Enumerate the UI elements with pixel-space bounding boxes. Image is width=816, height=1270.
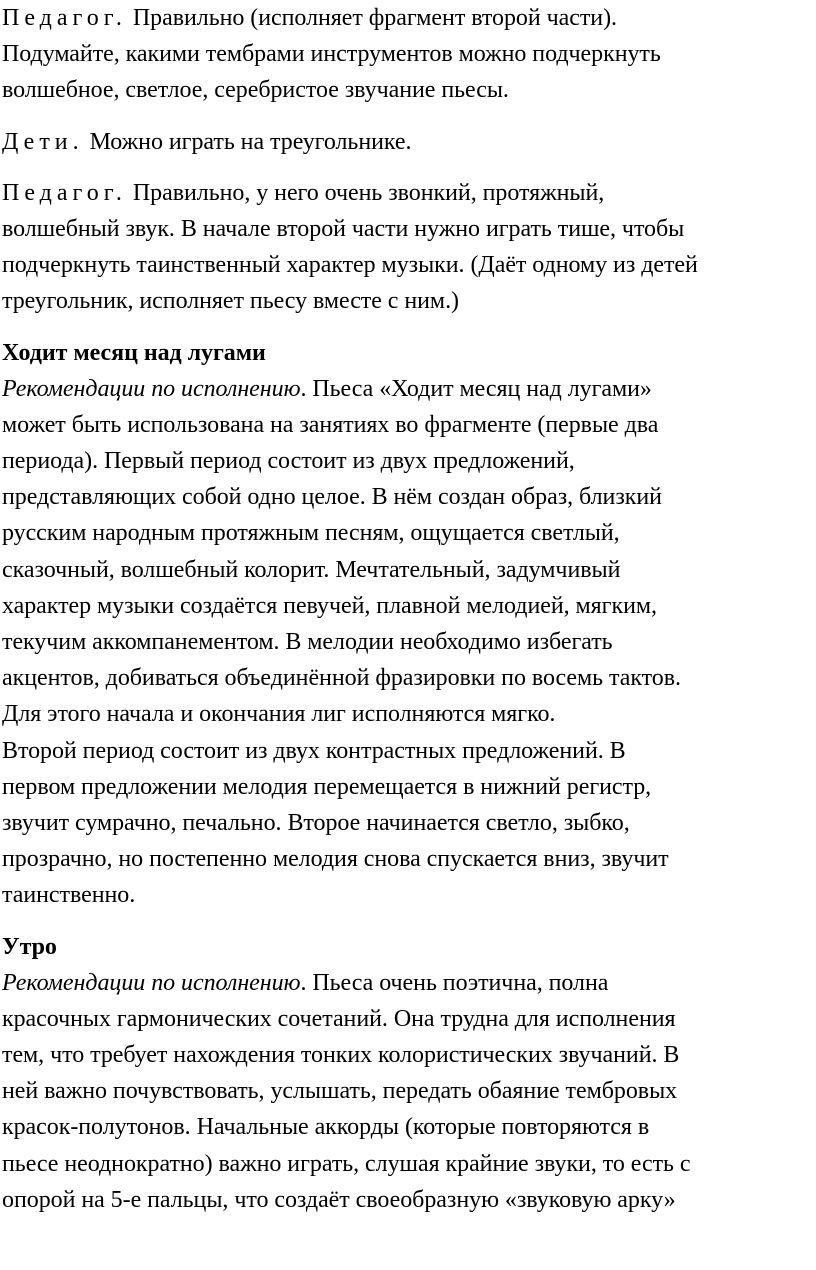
text-line: русским народным протяжным песням, ощущается светлый, [2,520,620,547]
text-line: Правильно (исполняет фрагмент второй части). [126,5,617,31]
recommendations-label: Рекомендации по исполнению [2,969,301,996]
text-line: сказочный, волшебный колорит. Мечтательный, задумчивый [2,556,621,583]
text-line: периода). Первый период состоит из двух предложений, [2,448,575,475]
speaker-teacher: Педагог. [2,5,127,31]
text-line: опорой на 5-е пальцы, что создаёт своеобразную «звуковую арку» [2,1186,676,1213]
document-page [2,0,814,1218]
section-heading: Утро [2,933,57,960]
text-line: Для этого начала и окончания лиг исполняются мягко. [2,701,556,728]
text-line: Подумайте, какими тембрами инструментов можно подчеркнуть [2,41,661,68]
text-line: красочных гармонических сочетаний. Она трудна для исполнения [2,1005,676,1032]
text-line: ней важно почувствовать, услышать, передать обаяние тембровых [2,1078,678,1105]
paragraph-children [2,124,814,160]
paragraph-teacher-2 [2,175,814,320]
text-line: звучит сумрачно, печально. Второе начинается светло, зыбко, [2,809,630,836]
text-line: Правильно, у него очень звонкий, протяжный, [126,179,605,206]
speaker-children: Дети. [2,128,84,155]
text-line: представляющих собой одно целое. В нём создан образ, близкий [2,484,662,511]
text-line: акцентов, добиваться объединённой фразировки по восемь тактов. [2,665,681,692]
section-morning [2,929,814,1219]
text-line: первом предложении мелодия перемещается в нижний регистр, [2,773,652,800]
text-line: пьесе неоднократно) важно играть, слушая крайние звуки, то есть с [2,1150,691,1177]
text-line: прозрачно, но постепенно мелодия снова спускается вниз, звучит [2,846,669,873]
section-heading: Ходит месяц над лугами [2,339,266,366]
text-line: волшебное, светлое, серебристое звучание пьесы. [2,77,509,104]
text-line: текучим аккомпанементом. В мелодии необходимо избегать [2,629,613,655]
text-line: волшебный звук. В начале второй части нужно играть тише, чтобы [2,215,685,242]
text-line: тем, что требует нахождения тонких колористических звучаний. В [2,1042,680,1069]
text-line: . Пьеса очень поэтична, полна [300,969,609,996]
text-line: таинственно. [2,882,136,909]
text-line: Можно играть на треугольнике. [83,128,412,155]
recommendations-label: Рекомендации по исполнению [2,375,301,402]
text-line: может быть использована на занятиях во фрагменте (первые два [2,411,659,438]
text-line: . Пьеса «Ходит месяц над лугами» [300,375,652,402]
text-line: треугольник, исполняет пьесу вместе с ним.) [2,288,459,315]
text-line: красок-полутонов. Начальные аккорды (которые повторяются в [2,1114,650,1141]
text-line: характер музыки создаётся певучей, плавной мелодией, мягким, [2,592,657,619]
text-line: подчеркнуть таинственный характер музыки. (Даёт одному из детей [2,252,698,279]
section-moon-over-meadows [2,335,814,914]
speaker-teacher: Педагог. [2,179,127,206]
text-line: Второй период состоит из двух контрастных предложений. В [2,737,626,764]
paragraph-teacher-1 [2,0,814,109]
